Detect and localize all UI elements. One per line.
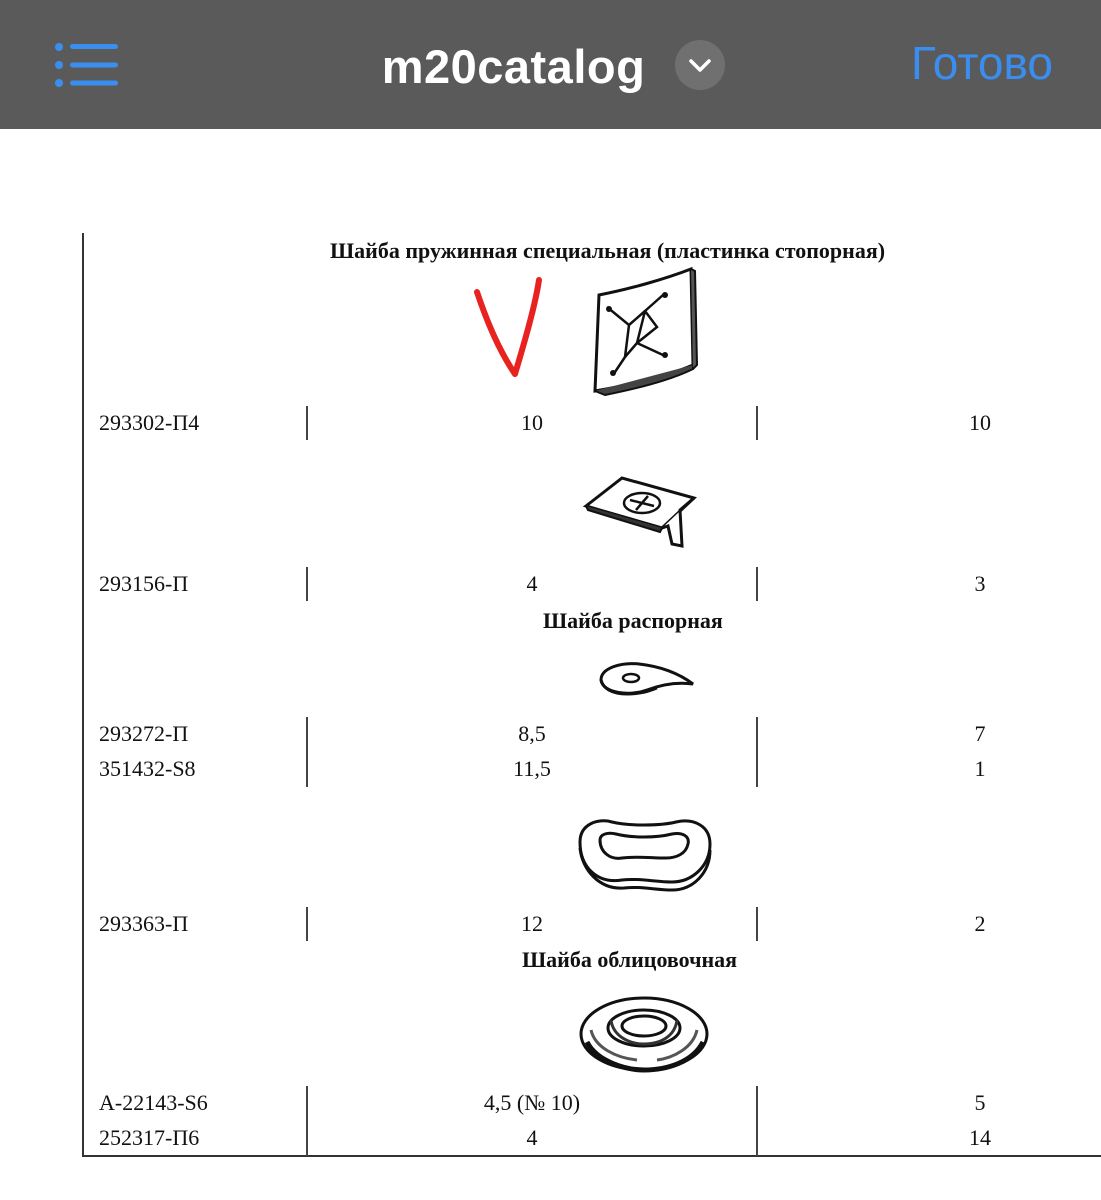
quantity-value: 5 xyxy=(974,1090,986,1115)
part-number: 293156-П xyxy=(99,571,189,596)
size-value: 10 xyxy=(521,410,543,435)
table-row xyxy=(0,1090,1101,1122)
table-row xyxy=(0,721,1101,753)
column-divider xyxy=(756,406,758,440)
quantity-value: 14 xyxy=(969,1125,991,1150)
app-title: m20catalog xyxy=(381,39,646,93)
lock-plate-illustration xyxy=(585,265,705,397)
part-number: A-22143-S6 xyxy=(99,1090,208,1115)
quantity-value: 10 xyxy=(969,410,991,435)
size-value: 4 xyxy=(526,571,538,596)
column-divider xyxy=(306,406,308,440)
column-divider xyxy=(756,1086,758,1156)
size-value: 4,5 (№ 10) xyxy=(483,1090,581,1115)
size-value: 8,5 xyxy=(518,721,546,746)
clip-illustration xyxy=(582,470,704,550)
table-row xyxy=(0,911,1101,943)
part-number: 293272-П xyxy=(99,721,189,746)
column-divider xyxy=(306,717,308,787)
kidney-washer-illustration xyxy=(572,812,716,892)
finishing-washer-illustration xyxy=(577,990,711,1074)
spacer-washer-illustration xyxy=(597,658,697,700)
table-row xyxy=(0,756,1101,788)
chevron-down-icon xyxy=(675,40,725,90)
column-divider xyxy=(306,907,308,941)
table-row xyxy=(0,410,1101,442)
table-row xyxy=(0,571,1101,603)
section-heading: Шайба облицовочная xyxy=(522,947,738,972)
red-checkmark-annotation xyxy=(465,272,550,382)
part-number: 351432-S8 xyxy=(99,756,196,781)
size-value: 11,5 xyxy=(513,756,551,781)
document-page xyxy=(0,129,1101,1200)
part-number: 252317-П6 xyxy=(99,1125,200,1150)
title-dropdown-button[interactable] xyxy=(675,40,725,90)
column-divider xyxy=(756,567,758,601)
section-heading: Шайба распорная xyxy=(543,608,723,633)
table-row xyxy=(0,1125,1101,1157)
quantity-value: 3 xyxy=(974,571,986,596)
size-value: 4 xyxy=(526,1125,538,1150)
column-divider xyxy=(756,717,758,787)
quantity-value: 2 xyxy=(974,911,986,936)
top-app-bar xyxy=(0,0,1101,129)
table-left-border xyxy=(82,233,84,1157)
part-number: 293363-П xyxy=(99,911,189,936)
column-divider xyxy=(306,1086,308,1156)
part-number: 293302-П4 xyxy=(99,410,200,435)
size-value: 12 xyxy=(521,911,543,936)
section-heading: Шайба пружинная специальная (пластинка стопорная) xyxy=(330,238,886,263)
column-divider xyxy=(756,907,758,941)
quantity-value: 1 xyxy=(974,756,986,781)
column-divider xyxy=(306,567,308,601)
quantity-value: 7 xyxy=(974,721,986,746)
done-button[interactable]: Готово xyxy=(910,37,1053,89)
